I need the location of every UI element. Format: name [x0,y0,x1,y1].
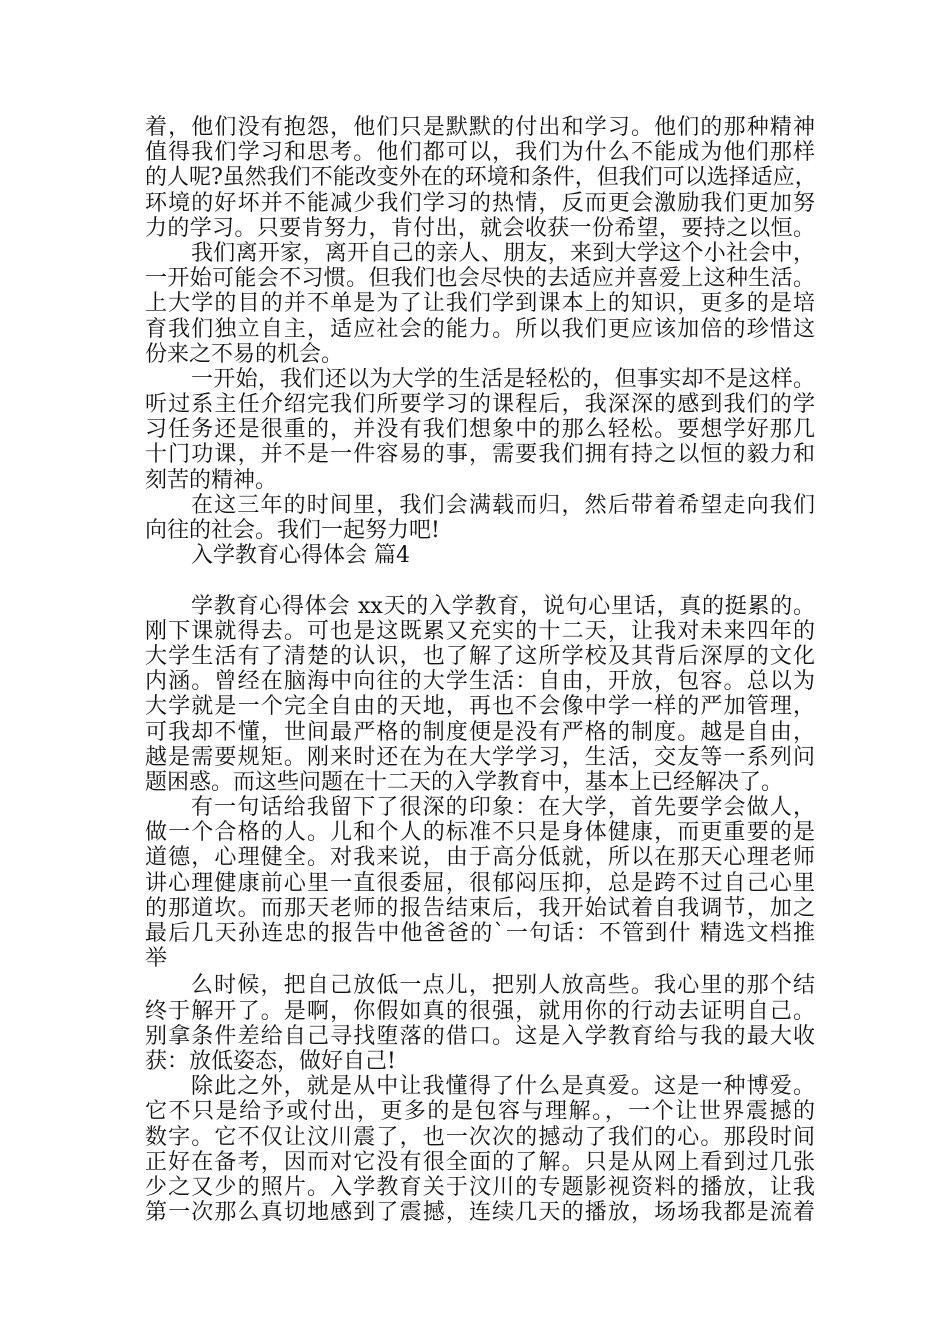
text-line: 题困惑。而这些问题在十二天的入学教育中，基本上已经解决了。 [145,769,784,795]
text-line: 讲心理健康前心里一直很委屈，很郁闷压抑，总是跨不过自己心里 [145,870,815,896]
text-line: 有一句话给我留下了很深的印象：在大学，首先要学会做人， [191,795,815,821]
text-line: 刻苦的精神。 [145,467,278,493]
text-line: 正好在备考，因而对它没有很全面的了解。只是从网上看到过几张 [145,1149,815,1175]
text-line: 内涵。曾经在脑海中向往的大学生活：自由，开放，包容。总以为 [145,669,815,695]
text-line: 听过系主任介绍完我们所要学习的课程后，我深深的感到我们的学 [145,392,815,418]
text-line: 十门功课，并不是一件容易的事，需要我们拥有持之以恒的毅力和 [145,442,815,468]
text-line: 大学生活有了清楚的认识，也了解了这所学校及其背后深厚的文化 [145,643,815,669]
text-line: 力的学习。只要肯努力，肯付出，就会收获一份希望，要持之以恒。 [145,215,815,241]
text-line: 除此之外，就是从中让我懂得了什么是真爱。这是一种博爱。 [191,1074,815,1100]
section-heading: 入学教育心得体会 篇4 [191,543,410,569]
text-line: 么时候，把自己放低一点儿，把别人放高些。我心里的那个结 [191,973,815,999]
text-line: 一开始可能会不习惯。但我们也会尽快的去适应并喜爱上这种生活。 [145,266,815,292]
text-line: 可我却不懂，世间最严格的制度便是没有严格的制度。越是自由， [145,719,815,745]
text-line: 一开始，我们还以为大学的生活是轻松的，但事实却不是这样。 [191,366,815,392]
text-line: 第一次那么真切地感到了震撼，连续几天的播放，场场我都是流着 [145,1200,815,1226]
document-body [145,115,815,1225]
text-line: 它不只是给予或付出，更多的是包容与理解。，一个让世界震撼的 [145,1099,815,1125]
text-line: 着，他们没有抱怨，他们只是默默的付出和学习。他们的那种精神 [145,115,815,140]
text-line: 最后几天孙连忠的报告中他爸爸的`一句话：不管到什 精选文档推 [145,921,815,946]
text-line [145,568,815,593]
text-line: 学教育心得体会 xx天的入学教育，说句心里话，真的挺累的。 [191,593,815,619]
text-line: 育我们独立自主，适应社会的能力。所以我们更应该加倍的珍惜这 [145,316,815,342]
text-line: 做一个合格的人。儿和个人的标准不只是身体健康，而更重要的是 [145,820,815,846]
text-line: 上大学的目的并不单是为了让我们学到课本上的知识，更多的是培 [145,291,815,317]
text-line: 终于解开了。是啊，你假如真的很强，就用你的行动去证明自己。 [145,998,815,1024]
text-line: 我们离开家，离开自己的亲人、朋友，来到大学这个小社会中， [191,240,815,266]
text-line: 越是需要规矩。刚来时还在为在大学学习，生活，交友等一系列问 [145,744,815,770]
text-line: 环境的好坏并不能减少我们学习的热情，反而更会激励我们更加努 [145,190,815,216]
text-line: 向往的社会。我们一起努力吧! [145,518,440,543]
text-line: 少之又少的照片。入学教育关于汶川的专题影视资料的播放，让我 [145,1174,815,1200]
text-line: 别拿条件差给自己寻找堕落的借口。这是入学教育给与我的最大收 [145,1023,815,1049]
text-line: 举 [145,946,168,972]
text-line: 刚下课就得去。可也是这既累又充实的十二天，让我对未来四年的 [145,618,815,644]
text-line: 获：放低姿态，做好自己! [145,1048,396,1074]
text-line: 道德，心理健全。对我来说，由于高分低就，所以在那天心理老师 [145,845,815,871]
text-line: 的那道坎。而那天老师的报告结束后，我开始试着自我调节，加之 [145,895,815,921]
text-line: 的人呢?虽然我们不能改变外在的环境和条件，但我们可以选择适应， [145,165,817,191]
text-line: 习任务还是很重的，并没有我们想象中的那么轻松。要想学好那几 [145,417,815,443]
text-line: 数字。它不仅让汶川震了，也一次次的撼动了我们的心。那段时间 [145,1124,815,1150]
text-line: 大学就是一个完全自由的天地，再也不会像中学一样的严加管理， [145,694,815,720]
text-line: 在这三年的时间里，我们会满载而归，然后带着希望走向我们 [191,492,815,518]
text-line: 份来之不易的机会。 [145,341,344,367]
text-line: 值得我们学习和思考。他们都可以，我们为什么不能成为他们那样 [145,140,815,166]
